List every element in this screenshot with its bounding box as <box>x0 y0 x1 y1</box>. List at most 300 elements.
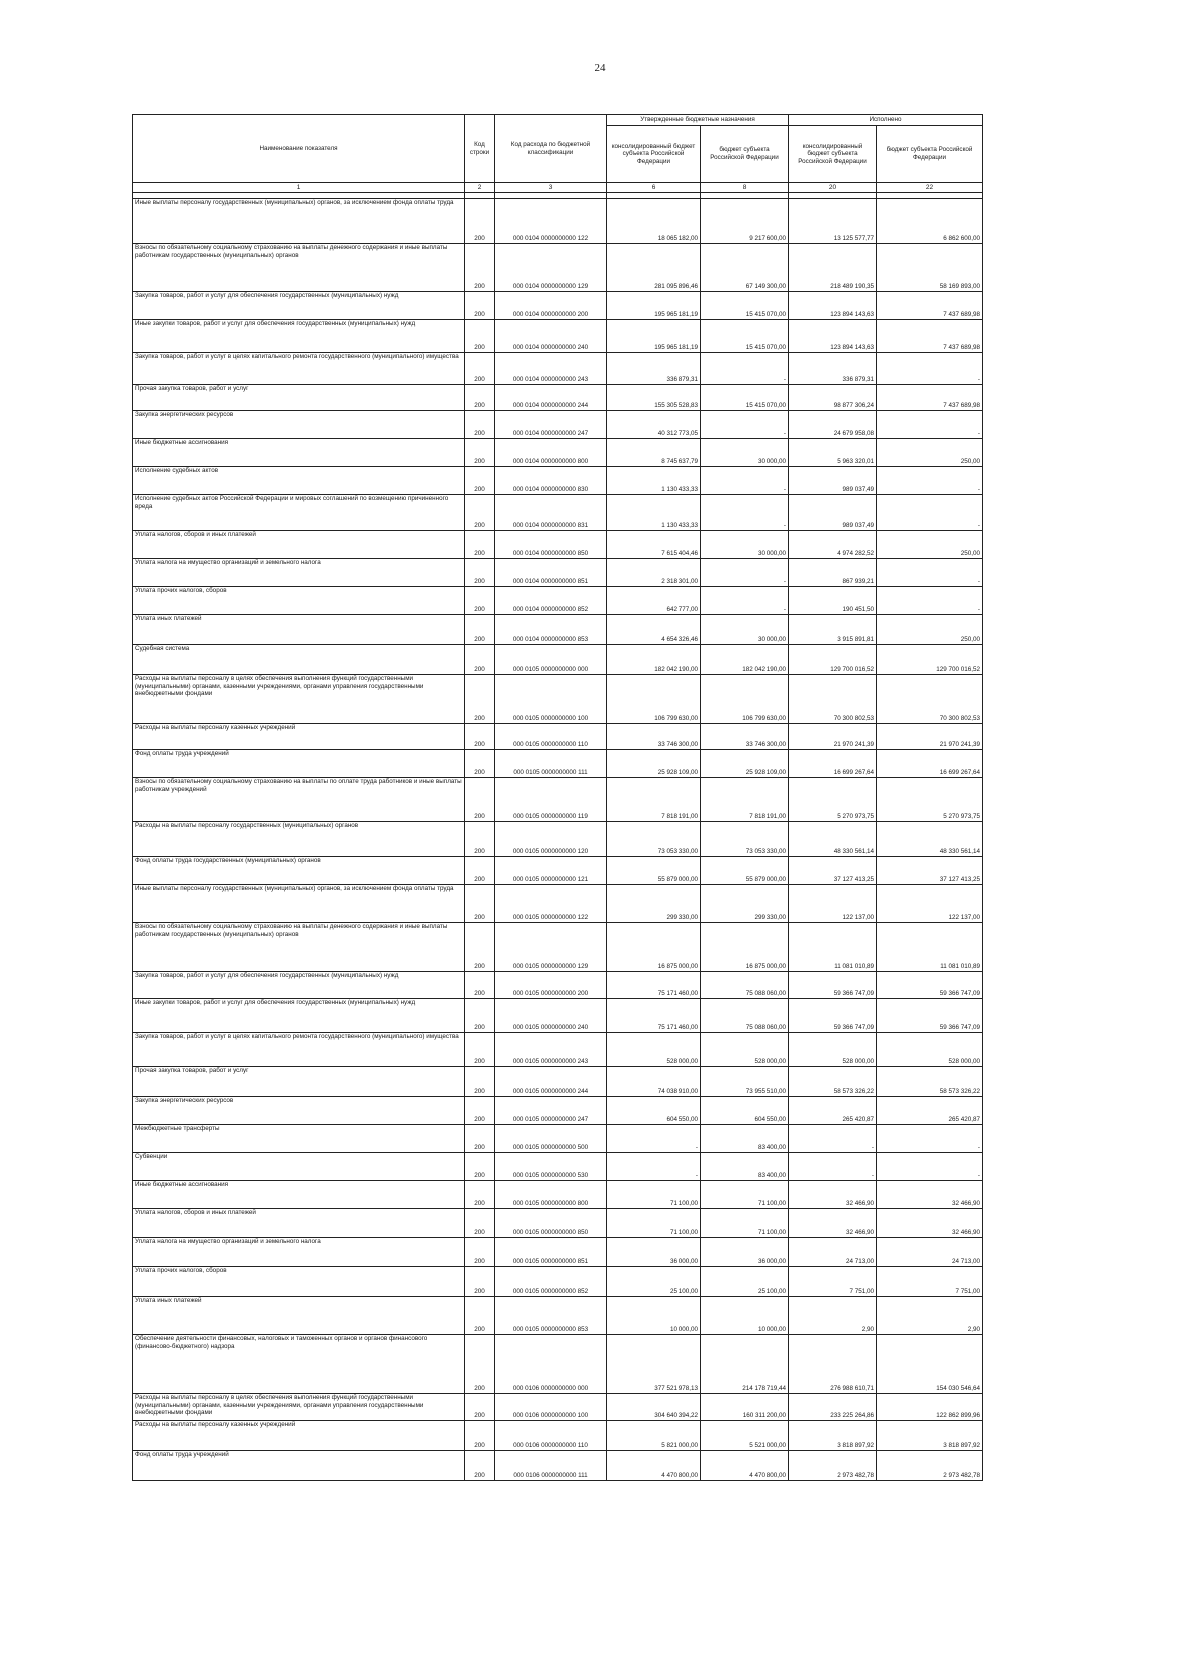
executed-subject-cell: 528 000,00 <box>877 1033 983 1067</box>
approved-consolidated-cell: 4 654 326,46 <box>607 615 701 645</box>
approved-subject-cell: 25 100,00 <box>701 1267 789 1297</box>
executed-consolidated-cell: 59 366 747,09 <box>789 972 877 999</box>
approved-consolidated-cell: 71 100,00 <box>607 1209 701 1238</box>
approved-subject-cell: 106 799 630,00 <box>701 675 789 724</box>
executed-consolidated-cell: 11 081 010,89 <box>789 923 877 972</box>
executed-consolidated-cell: 123 894 143,63 <box>789 320 877 353</box>
approved-consolidated-cell: 304 640 394,22 <box>607 1394 701 1421</box>
approved-consolidated-cell: 2 318 301,00 <box>607 559 701 587</box>
executed-consolidated-cell: 276 988 610,71 <box>789 1335 877 1394</box>
executed-consolidated-cell: 24 679 958,08 <box>789 411 877 439</box>
table-row <box>133 645 983 675</box>
executed-consolidated-cell: 3 915 891,81 <box>789 615 877 645</box>
approved-consolidated-cell: 1 130 433,33 <box>607 495 701 531</box>
approved-subject-cell: - <box>701 559 789 587</box>
executed-consolidated-cell: 48 330 561,14 <box>789 822 877 857</box>
executed-consolidated-cell: 3 818 897,92 <box>789 1421 877 1451</box>
executed-consolidated-cell: 37 127 413,25 <box>789 857 877 885</box>
classification-code-cell: 000 0105 0000000000 244 <box>495 1067 607 1097</box>
indicator-name-cell: Уплата прочих налогов, сборов <box>133 1267 465 1297</box>
indicator-name-cell: Иные закупки товаров, работ и услуг для обеспечения государственных (муниципальных) нужд <box>133 999 465 1033</box>
indicator-name-cell: Уплата налога на имущество организаций и земельного налога <box>133 559 465 587</box>
indicator-name-cell: Прочая закупка товаров, работ и услуг <box>133 385 465 411</box>
executed-subject-cell: 129 700 016,52 <box>877 645 983 675</box>
indicator-name-cell: Расходы на выплаты персоналу в целях обеспечения выполнения функций государственными (муниципальными) органами, казенными учреждениями, органами управления государственными внебюджетными фондами <box>133 675 465 724</box>
classification-code-cell: 000 0104 0000000000 852 <box>495 587 607 615</box>
classification-code-cell: 000 0105 0000000000 129 <box>495 923 607 972</box>
table-row <box>133 1335 983 1394</box>
approved-subject-cell: - <box>701 495 789 531</box>
line-code-cell: 200 <box>465 645 495 675</box>
approved-subject-cell: 4 470 800,00 <box>701 1451 789 1481</box>
line-code-cell: 200 <box>465 923 495 972</box>
executed-subject-cell: - <box>877 467 983 495</box>
line-code-cell: 200 <box>465 1297 495 1335</box>
table-row <box>133 587 983 615</box>
executed-subject-cell: 70 300 802,53 <box>877 675 983 724</box>
classification-code-cell: 000 0105 0000000000 119 <box>495 778 607 822</box>
approved-consolidated-cell: 40 312 773,05 <box>607 411 701 439</box>
classification-code-cell: 000 0105 0000000000 800 <box>495 1181 607 1209</box>
classification-code-cell: 000 0104 0000000000 851 <box>495 559 607 587</box>
approved-consolidated-cell: 182 042 190,00 <box>607 645 701 675</box>
executed-consolidated-cell: 122 137,00 <box>789 885 877 923</box>
approved-consolidated-cell: 74 038 910,00 <box>607 1067 701 1097</box>
executed-subject-cell: 37 127 413,25 <box>877 857 983 885</box>
table-row <box>133 1033 983 1067</box>
executed-subject-cell: 58 573 326,22 <box>877 1067 983 1097</box>
approved-consolidated-cell: 299 330,00 <box>607 885 701 923</box>
classification-code-cell: 000 0105 0000000000 247 <box>495 1097 607 1125</box>
line-code-cell: 200 <box>465 822 495 857</box>
executed-consolidated-cell: 190 451,50 <box>789 587 877 615</box>
indicator-name-cell: Расходы на выплаты персоналу казенных учреждений <box>133 724 465 750</box>
executed-subject-cell: - <box>877 1153 983 1181</box>
table-row <box>133 923 983 972</box>
indicator-name-cell: Уплата налогов, сборов и иных платежей <box>133 1209 465 1238</box>
approved-consolidated-cell: 106 799 630,00 <box>607 675 701 724</box>
classification-code-cell: 000 0105 0000000000 120 <box>495 822 607 857</box>
line-code-cell: 200 <box>465 353 495 385</box>
classification-code-cell: 000 0104 0000000000 830 <box>495 467 607 495</box>
indicator-name-cell: Исполнение судебных актов Российской Федерации и мировых соглашений по возмещению причиненного вреда <box>133 495 465 531</box>
table-row <box>133 467 983 495</box>
approved-subject-cell: 15 415 070,00 <box>701 292 789 320</box>
indicator-name-cell: Субвенции <box>133 1153 465 1181</box>
table-row <box>133 292 983 320</box>
executed-consolidated-cell: 4 974 282,52 <box>789 531 877 559</box>
approved-subject-cell: 33 746 300,00 <box>701 724 789 750</box>
executed-subject-cell: 7 437 689,98 <box>877 320 983 353</box>
approved-subject-cell: 55 879 000,00 <box>701 857 789 885</box>
line-code-cell: 200 <box>465 1421 495 1451</box>
line-code-cell: 200 <box>465 675 495 724</box>
line-code-cell: 200 <box>465 750 495 778</box>
executed-subject-cell: 7 437 689,98 <box>877 385 983 411</box>
header-approved-group: Утвержденные бюджетные назначения <box>607 115 789 126</box>
approved-subject-cell: 16 875 000,00 <box>701 923 789 972</box>
indicator-name-cell: Уплата иных платежей <box>133 615 465 645</box>
table-row <box>133 1067 983 1097</box>
approved-subject-cell: 75 088 060,00 <box>701 999 789 1033</box>
approved-consolidated-cell: 528 000,00 <box>607 1033 701 1067</box>
approved-consolidated-cell: 55 879 000,00 <box>607 857 701 885</box>
table-row <box>133 724 983 750</box>
line-code-cell: 200 <box>465 1394 495 1421</box>
executed-consolidated-cell: 13 125 577,77 <box>789 199 877 244</box>
approved-consolidated-cell: 336 879,31 <box>607 353 701 385</box>
approved-subject-cell: 73 053 330,00 <box>701 822 789 857</box>
classification-code-cell: 000 0104 0000000000 240 <box>495 320 607 353</box>
line-code-cell: 200 <box>465 1033 495 1067</box>
approved-subject-cell: 5 521 000,00 <box>701 1421 789 1451</box>
approved-consolidated-cell: 4 470 800,00 <box>607 1451 701 1481</box>
executed-consolidated-cell: 265 420,87 <box>789 1097 877 1125</box>
line-code-cell: 200 <box>465 999 495 1033</box>
classification-code-cell: 000 0105 0000000000 000 <box>495 645 607 675</box>
header-line-code: Код строки <box>465 115 495 183</box>
executed-subject-cell: 5 270 973,75 <box>877 778 983 822</box>
executed-subject-cell: 6 862 600,00 <box>877 199 983 244</box>
indicator-name-cell: Расходы на выплаты персоналу в целях обеспечения выполнения функций государственными (муниципальными) органами, казенными учреждениями, органами управления государственными внебюджетными фондами <box>133 1394 465 1421</box>
executed-subject-cell: 24 713,00 <box>877 1238 983 1267</box>
column-number: 6 <box>607 183 701 193</box>
executed-consolidated-cell: 528 000,00 <box>789 1033 877 1067</box>
approved-consolidated-cell: 33 746 300,00 <box>607 724 701 750</box>
line-code-cell: 200 <box>465 411 495 439</box>
approved-consolidated-cell: 7 818 191,00 <box>607 778 701 822</box>
executed-subject-cell: 2,90 <box>877 1297 983 1335</box>
table-row <box>133 385 983 411</box>
line-code-cell: 200 <box>465 495 495 531</box>
header-executed-group: Исполнено <box>789 115 983 126</box>
indicator-name-cell: Иные бюджетные ассигнования <box>133 1181 465 1209</box>
executed-subject-cell: 250,00 <box>877 439 983 467</box>
executed-consolidated-cell: - <box>789 1125 877 1153</box>
executed-consolidated-cell: 2 973 482,78 <box>789 1451 877 1481</box>
executed-subject-cell: 250,00 <box>877 531 983 559</box>
executed-consolidated-cell: 989 037,49 <box>789 467 877 495</box>
line-code-cell: 200 <box>465 1209 495 1238</box>
line-code-cell: 200 <box>465 531 495 559</box>
classification-code-cell: 000 0104 0000000000 243 <box>495 353 607 385</box>
executed-subject-cell: 11 081 010,89 <box>877 923 983 972</box>
table-row <box>133 439 983 467</box>
indicator-name-cell: Иные закупки товаров, работ и услуг для обеспечения государственных (муниципальных) нужд <box>133 320 465 353</box>
classification-code-cell: 000 0106 0000000000 000 <box>495 1335 607 1394</box>
approved-subject-cell: - <box>701 587 789 615</box>
table-row <box>133 531 983 559</box>
executed-consolidated-cell: 32 466,90 <box>789 1181 877 1209</box>
line-code-cell: 200 <box>465 972 495 999</box>
approved-consolidated-cell: 25 100,00 <box>607 1267 701 1297</box>
approved-consolidated-cell: 16 875 000,00 <box>607 923 701 972</box>
table-row <box>133 857 983 885</box>
table-row <box>133 1209 983 1238</box>
classification-code-cell: 000 0105 0000000000 243 <box>495 1033 607 1067</box>
executed-consolidated-cell: 21 970 241,39 <box>789 724 877 750</box>
indicator-name-cell: Уплата прочих налогов, сборов <box>133 587 465 615</box>
approved-consolidated-cell: 7 615 404,46 <box>607 531 701 559</box>
executed-consolidated-cell: 129 700 016,52 <box>789 645 877 675</box>
approved-subject-cell: 528 000,00 <box>701 1033 789 1067</box>
indicator-name-cell: Уплата иных платежей <box>133 1297 465 1335</box>
table-row <box>133 1394 983 1421</box>
executed-subject-cell: 32 466,90 <box>877 1209 983 1238</box>
indicator-name-cell: Обеспечение деятельности финансовых, налоговых и таможенных органов и органов финансового (финансово-бюджетного) надзора <box>133 1335 465 1394</box>
approved-consolidated-cell: 377 521 978,13 <box>607 1335 701 1394</box>
approved-consolidated-cell: 155 305 528,83 <box>607 385 701 411</box>
header-indicator-name: Наименование показателя <box>133 115 465 183</box>
executed-subject-cell: 2 973 482,78 <box>877 1451 983 1481</box>
classification-code-cell: 000 0105 0000000000 240 <box>495 999 607 1033</box>
table-row <box>133 615 983 645</box>
approved-subject-cell: 30 000,00 <box>701 439 789 467</box>
approved-subject-cell: 75 088 060,00 <box>701 972 789 999</box>
approved-consolidated-cell: 1 130 433,33 <box>607 467 701 495</box>
executed-subject-cell: 21 970 241,39 <box>877 724 983 750</box>
line-code-cell: 200 <box>465 559 495 587</box>
header-executed-subject: бюджет субъекта Российской Федерации <box>877 126 983 183</box>
indicator-name-cell: Расходы на выплаты персоналу казенных учреждений <box>133 1421 465 1451</box>
table-row <box>133 244 983 292</box>
approved-consolidated-cell: 25 928 109,00 <box>607 750 701 778</box>
line-code-cell: 200 <box>465 1451 495 1481</box>
indicator-name-cell: Закупка товаров, работ и услуг для обеспечения государственных (муниципальных) нужд <box>133 292 465 320</box>
executed-subject-cell: - <box>877 559 983 587</box>
indicator-name-cell: Фонд оплаты труда учреждений <box>133 1451 465 1481</box>
executed-subject-cell: 59 366 747,09 <box>877 972 983 999</box>
classification-code-cell: 000 0106 0000000000 111 <box>495 1451 607 1481</box>
executed-subject-cell: 3 818 897,92 <box>877 1421 983 1451</box>
executed-subject-cell: 122 137,00 <box>877 885 983 923</box>
executed-consolidated-cell: 7 751,00 <box>789 1267 877 1297</box>
executed-consolidated-cell: 16 699 267,64 <box>789 750 877 778</box>
approved-consolidated-cell: 195 965 181,19 <box>607 320 701 353</box>
table-row <box>133 1097 983 1125</box>
indicator-name-cell: Закупка товаров, работ и услуг в целях капитального ремонта государственного (муниципального) имущества <box>133 1033 465 1067</box>
executed-consolidated-cell: 867 939,21 <box>789 559 877 587</box>
executed-subject-cell: 32 466,90 <box>877 1181 983 1209</box>
table-row <box>133 320 983 353</box>
executed-subject-cell: 7 437 689,98 <box>877 292 983 320</box>
approved-subject-cell: 9 217 600,00 <box>701 199 789 244</box>
header-executed-consolidated: консолидированный бюджет субъекта Российской Федерации <box>789 126 877 183</box>
line-code-cell: 200 <box>465 1097 495 1125</box>
classification-code-cell: 000 0105 0000000000 122 <box>495 885 607 923</box>
table-row <box>133 1125 983 1153</box>
table-row <box>133 1451 983 1481</box>
executed-consolidated-cell: 5 270 973,75 <box>789 778 877 822</box>
approved-subject-cell: 299 330,00 <box>701 885 789 923</box>
executed-consolidated-cell: 58 573 326,22 <box>789 1067 877 1097</box>
executed-consolidated-cell: 233 225 264,86 <box>789 1394 877 1421</box>
table-row <box>133 495 983 531</box>
executed-subject-cell: - <box>877 587 983 615</box>
executed-subject-cell: - <box>877 495 983 531</box>
classification-code-cell: 000 0105 0000000000 121 <box>495 857 607 885</box>
line-code-cell: 200 <box>465 1267 495 1297</box>
classification-code-cell: 000 0105 0000000000 851 <box>495 1238 607 1267</box>
executed-consolidated-cell: 989 037,49 <box>789 495 877 531</box>
approved-consolidated-cell: - <box>607 1153 701 1181</box>
indicator-name-cell: Уплата налогов, сборов и иных платежей <box>133 531 465 559</box>
executed-subject-cell: 59 366 747,09 <box>877 999 983 1033</box>
classification-code-cell: 000 0104 0000000000 122 <box>495 199 607 244</box>
classification-code-cell: 000 0105 0000000000 852 <box>495 1267 607 1297</box>
classification-code-cell: 000 0105 0000000000 500 <box>495 1125 607 1153</box>
classification-code-cell: 000 0104 0000000000 200 <box>495 292 607 320</box>
executed-consolidated-cell: 218 489 190,35 <box>789 244 877 292</box>
line-code-cell: 200 <box>465 1335 495 1394</box>
approved-subject-cell: 7 818 191,00 <box>701 778 789 822</box>
approved-consolidated-cell: 18 065 182,00 <box>607 199 701 244</box>
line-code-cell: 200 <box>465 199 495 244</box>
classification-code-cell: 000 0104 0000000000 244 <box>495 385 607 411</box>
executed-consolidated-cell: 24 713,00 <box>789 1238 877 1267</box>
indicator-name-cell: Судебная система <box>133 645 465 675</box>
table-row <box>133 1267 983 1297</box>
approved-subject-cell: 83 400,00 <box>701 1125 789 1153</box>
classification-code-cell: 000 0106 0000000000 110 <box>495 1421 607 1451</box>
indicator-name-cell: Иные выплаты персоналу государственных (муниципальных) органов, за исключением фонда оплаты труда <box>133 885 465 923</box>
column-number: 8 <box>701 183 789 193</box>
executed-subject-cell: - <box>877 1125 983 1153</box>
executed-subject-cell: 154 030 546,64 <box>877 1335 983 1394</box>
classification-code-cell: 000 0105 0000000000 850 <box>495 1209 607 1238</box>
approved-subject-cell: 36 000,00 <box>701 1238 789 1267</box>
approved-consolidated-cell: 10 000,00 <box>607 1297 701 1335</box>
line-code-cell: 200 <box>465 467 495 495</box>
classification-code-cell: 000 0105 0000000000 853 <box>495 1297 607 1335</box>
approved-consolidated-cell: 75 171 460,00 <box>607 972 701 999</box>
indicator-name-cell: Исполнение судебных актов <box>133 467 465 495</box>
line-code-cell: 200 <box>465 320 495 353</box>
line-code-cell: 200 <box>465 1125 495 1153</box>
executed-subject-cell: 7 751,00 <box>877 1267 983 1297</box>
executed-consolidated-cell: 5 963 320,01 <box>789 439 877 467</box>
table-row <box>133 675 983 724</box>
line-code-cell: 200 <box>465 244 495 292</box>
classification-code-cell: 000 0104 0000000000 850 <box>495 531 607 559</box>
approved-subject-cell: 83 400,00 <box>701 1153 789 1181</box>
executed-subject-cell: 265 420,87 <box>877 1097 983 1125</box>
indicator-name-cell: Взносы по обязательному социальному страхованию на выплаты по оплате труда работников и иные выплаты работникам учреждений <box>133 778 465 822</box>
table-row <box>133 199 983 244</box>
approved-consolidated-cell: 5 821 000,00 <box>607 1421 701 1451</box>
approved-subject-cell: - <box>701 353 789 385</box>
executed-consolidated-cell: 123 894 143,63 <box>789 292 877 320</box>
approved-subject-cell: 67 149 300,00 <box>701 244 789 292</box>
approved-subject-cell: 71 100,00 <box>701 1209 789 1238</box>
approved-subject-cell: 73 955 510,00 <box>701 1067 789 1097</box>
classification-code-cell: 000 0104 0000000000 247 <box>495 411 607 439</box>
indicator-name-cell: Уплата налога на имущество организаций и земельного налога <box>133 1238 465 1267</box>
table-row <box>133 411 983 439</box>
classification-code-cell: 000 0104 0000000000 831 <box>495 495 607 531</box>
line-code-cell: 200 <box>465 385 495 411</box>
column-number: 2 <box>465 183 495 193</box>
approved-subject-cell: 25 928 109,00 <box>701 750 789 778</box>
executed-consolidated-cell: 70 300 802,53 <box>789 675 877 724</box>
indicator-name-cell: Иные бюджетные ассигнования <box>133 439 465 467</box>
approved-consolidated-cell: 642 777,00 <box>607 587 701 615</box>
approved-consolidated-cell: 195 965 181,19 <box>607 292 701 320</box>
indicator-name-cell: Прочая закупка товаров, работ и услуг <box>133 1067 465 1097</box>
approved-subject-cell: 30 000,00 <box>701 531 789 559</box>
executed-subject-cell: 48 330 561,14 <box>877 822 983 857</box>
executed-consolidated-cell: - <box>789 1153 877 1181</box>
table-row <box>133 1181 983 1209</box>
approved-consolidated-cell: 8 745 637,79 <box>607 439 701 467</box>
classification-code-cell: 000 0105 0000000000 200 <box>495 972 607 999</box>
executed-subject-cell: 250,00 <box>877 615 983 645</box>
column-number: 22 <box>877 183 983 193</box>
classification-code-cell: 000 0104 0000000000 800 <box>495 439 607 467</box>
classification-code-cell: 000 0105 0000000000 100 <box>495 675 607 724</box>
table-row <box>133 1238 983 1267</box>
indicator-name-cell: Закупка энергетических ресурсов <box>133 1097 465 1125</box>
executed-subject-cell: 58 169 893,00 <box>877 244 983 292</box>
approved-subject-cell: 71 100,00 <box>701 1181 789 1209</box>
approved-subject-cell: - <box>701 467 789 495</box>
table-row <box>133 885 983 923</box>
table-row <box>133 999 983 1033</box>
line-code-cell: 200 <box>465 1238 495 1267</box>
line-code-cell: 200 <box>465 885 495 923</box>
approved-consolidated-cell: - <box>607 1125 701 1153</box>
column-number: 3 <box>495 183 607 193</box>
executed-consolidated-cell: 98 877 306,24 <box>789 385 877 411</box>
table-row <box>133 822 983 857</box>
page-number: 24 <box>594 62 606 74</box>
classification-code-cell: 000 0106 0000000000 100 <box>495 1394 607 1421</box>
classification-code-cell: 000 0104 0000000000 853 <box>495 615 607 645</box>
column-number: 20 <box>789 183 877 193</box>
table-row <box>133 778 983 822</box>
indicator-name-cell: Расходы на выплаты персоналу государственных (муниципальных) органов <box>133 822 465 857</box>
line-code-cell: 200 <box>465 292 495 320</box>
approved-subject-cell: 15 415 070,00 <box>701 320 789 353</box>
indicator-name-cell: Фонд оплаты труда учреждений <box>133 750 465 778</box>
indicator-name-cell: Фонд оплаты труда государственных (муниципальных) органов <box>133 857 465 885</box>
classification-code-cell: 000 0105 0000000000 530 <box>495 1153 607 1181</box>
indicator-name-cell: Взносы по обязательному социальному страхованию на выплаты денежного содержания и иные выплаты работникам государственных (муниципальных) органов <box>133 923 465 972</box>
line-code-cell: 200 <box>465 857 495 885</box>
approved-consolidated-cell: 281 095 896,46 <box>607 244 701 292</box>
line-code-cell: 200 <box>465 587 495 615</box>
indicator-name-cell: Закупка товаров, работ и услуг для обеспечения государственных (муниципальных) нужд <box>133 972 465 999</box>
classification-code-cell: 000 0104 0000000000 129 <box>495 244 607 292</box>
approved-subject-cell: 182 042 190,00 <box>701 645 789 675</box>
indicator-name-cell: Закупка товаров, работ и услуг в целях капитального ремонта государственного (муниципального) имущества <box>133 353 465 385</box>
column-number: 1 <box>133 183 465 193</box>
line-code-cell: 200 <box>465 1153 495 1181</box>
approved-consolidated-cell: 75 171 460,00 <box>607 999 701 1033</box>
classification-code-cell: 000 0105 0000000000 110 <box>495 724 607 750</box>
line-code-cell: 200 <box>465 615 495 645</box>
budget-execution-table <box>132 114 983 1481</box>
table-row <box>133 750 983 778</box>
approved-subject-cell: 10 000,00 <box>701 1297 789 1335</box>
approved-subject-cell: 214 178 719,44 <box>701 1335 789 1394</box>
line-code-cell: 200 <box>465 1067 495 1097</box>
header-approved-subject: бюджет субъекта Российской Федерации <box>701 126 789 183</box>
approved-subject-cell: 15 415 070,00 <box>701 385 789 411</box>
header-classification-code: Код расхода по бюджетной классификации <box>495 115 607 183</box>
approved-subject-cell: - <box>701 411 789 439</box>
executed-consolidated-cell: 336 879,31 <box>789 353 877 385</box>
